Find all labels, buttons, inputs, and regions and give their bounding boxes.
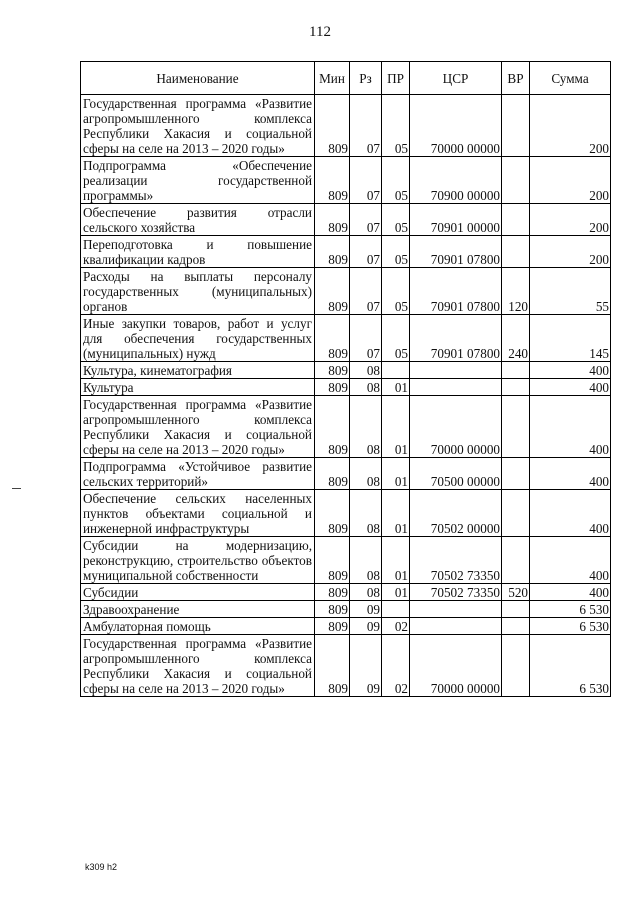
cell-name: Субсидии на модернизацию, реконструкцию, строительство объектов муниципальной собственности bbox=[81, 537, 315, 584]
footer-code: k309 h2 bbox=[85, 862, 118, 872]
cell-sum: 400 bbox=[530, 490, 611, 537]
cell-pr: 01 bbox=[382, 537, 410, 584]
cell-name: Подпрограмма «Обеспечение реализации государственной программы» bbox=[81, 157, 315, 204]
cell-rz: 08 bbox=[350, 396, 382, 458]
cell-csr: 70000 00000 bbox=[410, 635, 502, 697]
cell-min: 809 bbox=[315, 362, 350, 379]
cell-vr bbox=[502, 396, 530, 458]
table-row bbox=[81, 236, 611, 268]
cell-min: 809 bbox=[315, 236, 350, 268]
cell-name: Иные закупки товаров, работ и услуг для обеспечения государственных (муниципальных) нужд bbox=[81, 315, 315, 362]
cell-vr bbox=[502, 157, 530, 204]
cell-sum: 55 bbox=[530, 268, 611, 315]
cell-pr bbox=[382, 601, 410, 618]
cell-min: 809 bbox=[315, 268, 350, 315]
cell-vr: 240 bbox=[502, 315, 530, 362]
cell-name: Переподготовка и повышение квалификации кадров bbox=[81, 236, 315, 268]
cell-pr: 05 bbox=[382, 95, 410, 157]
cell-name: Государственная программа «Развитие агропромышленного комплекса Республики Хакасия и социальной сферы на селе на 2013 – 2020 годы» bbox=[81, 635, 315, 697]
margin-mark bbox=[12, 488, 21, 489]
column-header-pr: ПР bbox=[382, 62, 410, 95]
cell-name: Обеспечение развития отрасли сельского хозяйства bbox=[81, 204, 315, 236]
table-row bbox=[81, 635, 611, 697]
cell-rz: 08 bbox=[350, 490, 382, 537]
cell-min: 809 bbox=[315, 157, 350, 204]
page-number: 112 bbox=[309, 24, 331, 40]
cell-csr: 70901 00000 bbox=[410, 204, 502, 236]
cell-min: 809 bbox=[315, 584, 350, 601]
cell-vr bbox=[502, 362, 530, 379]
cell-name: Субсидии bbox=[81, 584, 315, 601]
table-row bbox=[81, 490, 611, 537]
cell-csr bbox=[410, 601, 502, 618]
cell-sum: 6 530 bbox=[530, 601, 611, 618]
cell-name: Культура, кинематография bbox=[81, 362, 315, 379]
cell-name: Обеспечение сельских населенных пунктов объектами социальной и инженерной инфраструктуры bbox=[81, 490, 315, 537]
cell-csr: 70500 00000 bbox=[410, 458, 502, 490]
cell-rz: 07 bbox=[350, 157, 382, 204]
cell-csr: 70502 00000 bbox=[410, 490, 502, 537]
cell-min: 809 bbox=[315, 490, 350, 537]
table-row bbox=[81, 601, 611, 618]
table-row bbox=[81, 362, 611, 379]
cell-min: 809 bbox=[315, 396, 350, 458]
cell-name: Государственная программа «Развитие агропромышленного комплекса Республики Хакасия и социальной сферы на селе на 2013 – 2020 годы» bbox=[81, 396, 315, 458]
cell-sum: 200 bbox=[530, 236, 611, 268]
column-header-vr: ВР bbox=[502, 62, 530, 95]
cell-min: 809 bbox=[315, 95, 350, 157]
column-header-min: Мин bbox=[315, 62, 350, 95]
cell-sum: 400 bbox=[530, 537, 611, 584]
cell-vr: 120 bbox=[502, 268, 530, 315]
cell-name: Амбулаторная помощь bbox=[81, 618, 315, 635]
cell-csr: 70901 07800 bbox=[410, 268, 502, 315]
cell-pr: 05 bbox=[382, 157, 410, 204]
cell-rz: 08 bbox=[350, 362, 382, 379]
cell-pr: 01 bbox=[382, 584, 410, 601]
cell-pr: 05 bbox=[382, 236, 410, 268]
cell-vr: 520 bbox=[502, 584, 530, 601]
cell-rz: 07 bbox=[350, 95, 382, 157]
column-header-name: Наименование bbox=[81, 62, 315, 95]
cell-vr bbox=[502, 490, 530, 537]
cell-pr: 01 bbox=[382, 396, 410, 458]
cell-rz: 09 bbox=[350, 618, 382, 635]
cell-min: 809 bbox=[315, 204, 350, 236]
cell-rz: 07 bbox=[350, 268, 382, 315]
cell-pr: 01 bbox=[382, 458, 410, 490]
table-body bbox=[81, 95, 611, 697]
table-row bbox=[81, 584, 611, 601]
cell-rz: 09 bbox=[350, 601, 382, 618]
cell-vr bbox=[502, 635, 530, 697]
cell-pr: 05 bbox=[382, 315, 410, 362]
cell-rz: 08 bbox=[350, 537, 382, 584]
cell-vr bbox=[502, 537, 530, 584]
cell-vr bbox=[502, 95, 530, 157]
cell-rz: 07 bbox=[350, 315, 382, 362]
table-row bbox=[81, 618, 611, 635]
cell-pr: 05 bbox=[382, 268, 410, 315]
cell-sum: 400 bbox=[530, 458, 611, 490]
cell-min: 809 bbox=[315, 601, 350, 618]
cell-rz: 08 bbox=[350, 584, 382, 601]
cell-rz: 07 bbox=[350, 236, 382, 268]
cell-sum: 200 bbox=[530, 157, 611, 204]
cell-sum: 6 530 bbox=[530, 618, 611, 635]
cell-rz: 08 bbox=[350, 458, 382, 490]
cell-pr: 05 bbox=[382, 204, 410, 236]
cell-pr: 01 bbox=[382, 379, 410, 396]
cell-pr: 02 bbox=[382, 618, 410, 635]
cell-sum: 200 bbox=[530, 95, 611, 157]
cell-csr bbox=[410, 379, 502, 396]
cell-vr bbox=[502, 379, 530, 396]
cell-vr bbox=[502, 618, 530, 635]
cell-sum: 400 bbox=[530, 379, 611, 396]
cell-vr bbox=[502, 458, 530, 490]
cell-csr: 70000 00000 bbox=[410, 95, 502, 157]
table-row bbox=[81, 458, 611, 490]
cell-vr bbox=[502, 204, 530, 236]
cell-min: 809 bbox=[315, 315, 350, 362]
cell-rz: 09 bbox=[350, 635, 382, 697]
cell-min: 809 bbox=[315, 635, 350, 697]
cell-csr: 70900 00000 bbox=[410, 157, 502, 204]
table-row bbox=[81, 157, 611, 204]
cell-csr bbox=[410, 362, 502, 379]
cell-min: 809 bbox=[315, 458, 350, 490]
cell-csr: 70901 07800 bbox=[410, 236, 502, 268]
cell-name: Расходы на выплаты персоналу государственных (муниципальных) органов bbox=[81, 268, 315, 315]
cell-name: Здравоохранение bbox=[81, 601, 315, 618]
cell-name: Культура bbox=[81, 379, 315, 396]
cell-pr bbox=[382, 362, 410, 379]
column-header-rz: Рз bbox=[350, 62, 382, 95]
cell-name: Подпрограмма «Устойчивое развитие сельских территорий» bbox=[81, 458, 315, 490]
cell-csr: 70901 07800 bbox=[410, 315, 502, 362]
table-row bbox=[81, 396, 611, 458]
column-header-sum: Сумма bbox=[530, 62, 611, 95]
budget-table bbox=[80, 61, 611, 697]
cell-name: Государственная программа «Развитие агропромышленного комплекса Республики Хакасия и социальной сферы на селе на 2013 – 2020 годы» bbox=[81, 95, 315, 157]
table-row bbox=[81, 268, 611, 315]
table-header-row bbox=[81, 62, 611, 95]
cell-sum: 400 bbox=[530, 396, 611, 458]
cell-rz: 07 bbox=[350, 204, 382, 236]
table-row bbox=[81, 537, 611, 584]
cell-rz: 08 bbox=[350, 379, 382, 396]
cell-vr bbox=[502, 236, 530, 268]
column-header-csr: ЦСР bbox=[410, 62, 502, 95]
cell-csr: 70000 00000 bbox=[410, 396, 502, 458]
cell-csr bbox=[410, 618, 502, 635]
cell-sum: 6 530 bbox=[530, 635, 611, 697]
cell-min: 809 bbox=[315, 618, 350, 635]
cell-min: 809 bbox=[315, 379, 350, 396]
cell-sum: 400 bbox=[530, 584, 611, 601]
cell-sum: 400 bbox=[530, 362, 611, 379]
table-row bbox=[81, 379, 611, 396]
table-row bbox=[81, 315, 611, 362]
cell-pr: 01 bbox=[382, 490, 410, 537]
cell-csr: 70502 73350 bbox=[410, 584, 502, 601]
cell-pr: 02 bbox=[382, 635, 410, 697]
cell-vr bbox=[502, 601, 530, 618]
cell-sum: 200 bbox=[530, 204, 611, 236]
table-row bbox=[81, 95, 611, 157]
cell-sum: 145 bbox=[530, 315, 611, 362]
table-row bbox=[81, 204, 611, 236]
cell-min: 809 bbox=[315, 537, 350, 584]
cell-csr: 70502 73350 bbox=[410, 537, 502, 584]
